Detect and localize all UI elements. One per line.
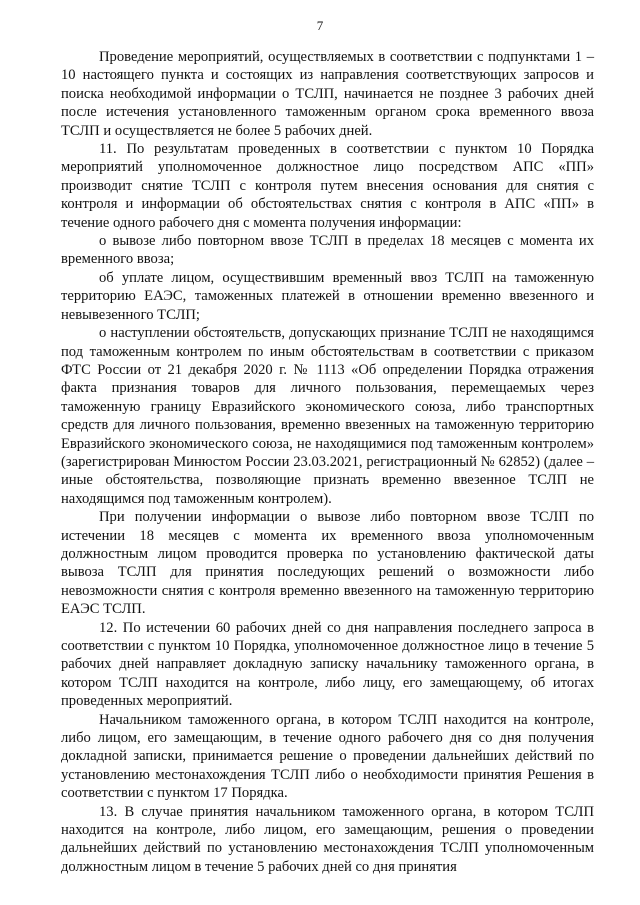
- paragraph-payment: об уплате лицом, осуществившим временный ввоз ТСЛП на таможенную территорию ЕАЭС, таможенных платежей в отношении временно ввезенного и невывезенного ТСЛП;: [61, 269, 594, 323]
- paragraph-clause-13: 13. В случае принятия начальником таможенного органа, в котором ТСЛП находится на контроле, либо лицом, его замещающим, решения о проведении дальнейших действий по установлению местонахождения ТСЛП уполномоченным должностным лицом в течение 5 рабочих дней со дня принятия: [61, 803, 594, 875]
- paragraph-decision: Начальником таможенного органа, в котором ТСЛП находится на контроле, либо лицом, его замещающим, в течение одного рабочего дня со дня получения докладной записки, принимается решение о проведении дальнейших действий по установлению местонахождения ТСЛП либо о необходимости принятия Решения в соответствии с пунктом 17 Порядка.: [61, 711, 594, 802]
- paragraph-circumstances: о наступлении обстоятельств, допускающих признание ТСЛП не находящимся под таможенным контролем по иным обстоятельствам в соответствии с приказом ФТС России от 21 декабря 2020 г. № 1113 «Об определении Порядка отражения факта признания товаров для личного пользования, перемещаемых через таможенную границу Евразийского экономического союза, либо транспортных средств для личного пользования, временно ввезенных на таможенную территорию Евразийского экономического союза, не находящимися под таможенным контролем» (зарегистрирован Минюстом России 23.03.2021, регистрационный № 62852) (далее – иные обстоятельства, позволяющие признать временно ввезенное ТСЛП не находящимся под таможенным контролем).: [61, 325, 594, 507]
- paragraph-export-reentry: о вывозе либо повторном ввозе ТСЛП в пределах 18 месяцев с момента их временного ввоза;: [61, 233, 594, 268]
- paragraph-clause-12: 12. По истечении 60 рабочих дней со дня направления последнего запроса в соответствии с пунктом 10 Порядка, уполномоченное должностное лицо в течение 5 рабочих дней направляет докладную записку начальнику таможенного органа, в котором ТСЛП находится на контроле, либо лицу, его замещающему, об итогах проведенных мероприятий.: [61, 619, 594, 710]
- document-body: [61, 48, 594, 876]
- paragraph-verification: При получении информации о вывозе либо повторном ввозе ТСЛП по истечении 18 месяцев с момента их временного ввоза уполномоченным должностным лицом проводится проверка по установлению фактической даты вывоза ТСЛП для принятия последующих решений о возможности либо невозможности снятия с контроля временно ввезенного на таможенную территорию ЕАЭС ТСЛП.: [61, 509, 594, 618]
- paragraph-intro: Проведение мероприятий, осуществляемых в соответствии с подпунктами 1 – 10 настоящего пункта и состоящих из направления соответствующих запросов и поиска необходимой информации о ТСЛП, начинается не позднее 3 рабочих дней после истечения установленного таможенным органом срока временного ввоза ТСЛП и осуществляется не более 5 рабочих дней.: [61, 49, 594, 139]
- paragraph-clause-11: 11. По результатам проведенных в соответствии с пунктом 10 Порядка мероприятий уполномоченное должностное лицо посредством АПС «ПП» производит снятие ТСЛП с контроля путем внесения основания для снятия с контроля и информации об обстоятельствах снятия с контроля в АПС «ПП» в течение одного рабочего дня с момента получения информации:: [61, 141, 594, 231]
- page-number: 7: [316, 18, 324, 33]
